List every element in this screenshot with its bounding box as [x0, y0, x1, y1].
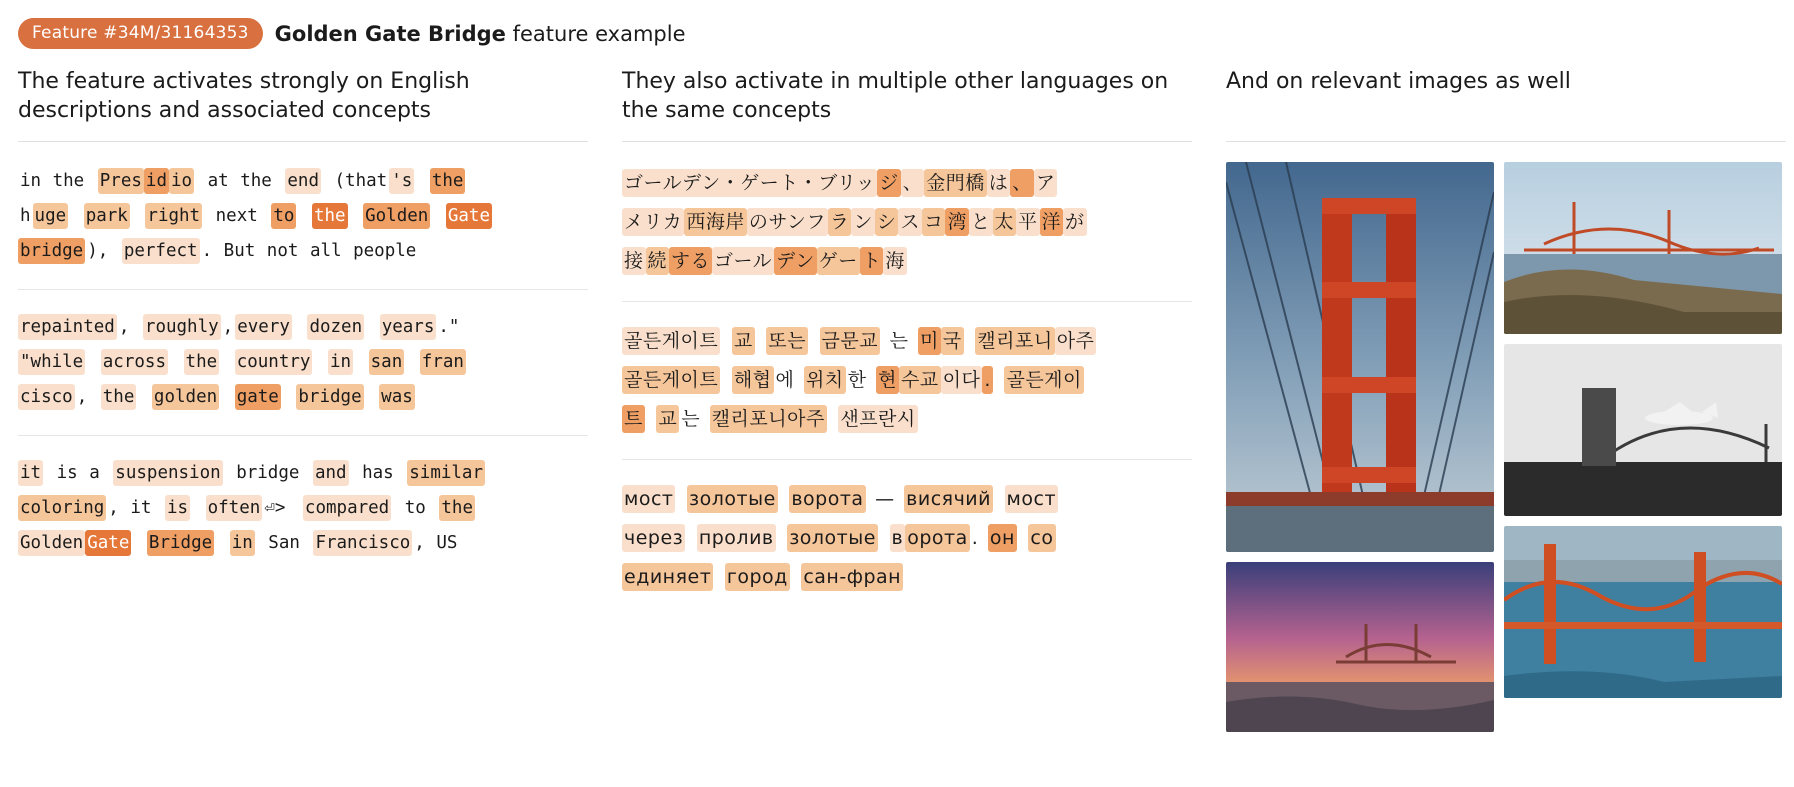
- token: через: [622, 524, 685, 552]
- image-bridge-tower-closeup: [1226, 162, 1494, 552]
- token: [131, 530, 147, 556]
- token: Golden: [363, 203, 430, 229]
- page-header: [18, 18, 1776, 49]
- token: .": [438, 317, 460, 337]
- token: 는: [681, 407, 708, 430]
- token: —: [867, 487, 903, 510]
- token: next: [204, 206, 270, 226]
- token: the: [430, 168, 466, 194]
- token: to: [271, 203, 296, 229]
- token: он: [988, 524, 1017, 552]
- token: 교: [656, 405, 679, 433]
- token: золотые: [687, 485, 778, 513]
- token: ス: [898, 208, 922, 236]
- token: 、: [901, 169, 925, 197]
- token: Bridge: [147, 530, 214, 556]
- token: [287, 495, 303, 521]
- token: San: [256, 533, 312, 553]
- token: 太: [993, 208, 1017, 236]
- token: [296, 203, 312, 229]
- token: [292, 314, 308, 340]
- token: [675, 485, 687, 513]
- token: 미: [918, 327, 941, 355]
- image-column-right: [1504, 162, 1782, 732]
- snippet-korean: [622, 320, 1192, 459]
- token: [364, 384, 380, 410]
- token: , US: [414, 533, 458, 553]
- column-english-divider: [18, 141, 588, 142]
- token: [720, 366, 732, 394]
- column-english: [18, 67, 588, 581]
- token: dozen: [307, 314, 364, 340]
- token: 또는: [766, 327, 808, 355]
- token: シ: [875, 208, 899, 236]
- token: [130, 203, 146, 229]
- token: right: [145, 203, 202, 229]
- token: мост: [1005, 485, 1058, 513]
- snippet-russian: [622, 478, 1192, 617]
- image-bridge-aerial-city: [1504, 526, 1782, 698]
- token: 続: [646, 247, 670, 275]
- snippet-japanese: [622, 162, 1192, 301]
- token: 골든게이트: [622, 327, 720, 355]
- token: the: [101, 384, 137, 410]
- token: орота: [905, 524, 970, 552]
- token: h: [20, 206, 31, 226]
- token: 해협: [732, 366, 774, 394]
- token: often: [206, 495, 263, 521]
- token: (that: [322, 171, 388, 191]
- token: が: [1063, 208, 1087, 236]
- token: uge: [33, 203, 69, 229]
- token: .: [971, 526, 986, 549]
- token: [85, 349, 101, 375]
- columns-container: [18, 67, 1776, 732]
- token: 수교: [899, 366, 941, 394]
- token: is: [165, 495, 190, 521]
- token: "while: [18, 349, 85, 375]
- token: .: [982, 366, 993, 394]
- token: 교: [732, 327, 755, 355]
- token: is a: [45, 463, 112, 483]
- token: ラ: [828, 208, 852, 236]
- token: 、: [1010, 169, 1034, 197]
- token: end: [285, 168, 321, 194]
- token: and: [313, 460, 349, 486]
- token: 接: [622, 247, 646, 275]
- token: в: [890, 524, 906, 552]
- token: in: [230, 530, 255, 556]
- token: висячий: [904, 485, 993, 513]
- token: コ: [922, 208, 946, 236]
- token: [778, 485, 790, 513]
- token: 는: [882, 329, 916, 352]
- token: ,: [222, 317, 234, 337]
- token: [685, 524, 697, 552]
- token: ворота: [789, 485, 865, 513]
- token: the: [439, 495, 475, 521]
- token: it: [18, 460, 43, 486]
- token: fran: [420, 349, 466, 375]
- token: [312, 349, 328, 375]
- token: [993, 366, 1005, 394]
- token: ン: [851, 208, 875, 236]
- page-title: [275, 22, 686, 46]
- token: [713, 563, 725, 591]
- snippet-repainted: [18, 308, 588, 435]
- token: country: [235, 349, 313, 375]
- token: [645, 405, 657, 433]
- token: [993, 485, 1005, 513]
- token: 금문교: [820, 327, 881, 355]
- token: ),: [87, 241, 120, 261]
- token: [430, 203, 446, 229]
- snippet-divider: [18, 435, 588, 436]
- column-images-divider: [1226, 141, 1786, 142]
- token: [281, 384, 297, 410]
- snippet-presidio: [18, 162, 588, 289]
- token: 샌프란시: [838, 405, 917, 433]
- token: 에: [775, 368, 802, 391]
- token: пролив: [697, 524, 776, 552]
- token: [353, 349, 369, 375]
- token: io: [169, 168, 194, 194]
- token: 아주: [1055, 327, 1097, 355]
- snippet-divider: [622, 459, 1192, 460]
- token: at the: [196, 171, 284, 191]
- token: 한: [847, 368, 875, 391]
- token: id: [144, 168, 169, 194]
- token: [878, 524, 890, 552]
- token: golden: [152, 384, 219, 410]
- token: 海: [883, 247, 907, 275]
- token: [219, 349, 235, 375]
- token: 국: [941, 327, 964, 355]
- token: was: [379, 384, 415, 410]
- token: 湾: [945, 208, 969, 236]
- token: ,: [118, 317, 141, 337]
- token: [755, 327, 767, 355]
- token: [1017, 524, 1029, 552]
- token: мост: [622, 485, 675, 513]
- token: compared: [303, 495, 391, 521]
- token: years: [380, 314, 437, 340]
- snippet-suspension: [18, 454, 588, 581]
- token: [964, 327, 976, 355]
- token: город: [725, 563, 790, 591]
- token: Golden: [18, 530, 85, 556]
- token: Gate: [446, 203, 492, 229]
- column-images-heading: And on relevant images as well: [1226, 69, 1571, 94]
- token: has: [350, 463, 406, 483]
- token: bridge: [224, 463, 311, 483]
- token: Pres: [98, 168, 144, 194]
- token: ゲー: [817, 247, 860, 275]
- token: repainted: [18, 314, 117, 340]
- token: ア: [1034, 169, 1058, 197]
- token: to: [393, 498, 438, 518]
- token: золотые: [787, 524, 878, 552]
- token: со: [1028, 524, 1055, 552]
- token: デン: [774, 247, 817, 275]
- column-english-heading: The feature activates strongly on English descriptions and associated concepts: [18, 69, 470, 124]
- token: 골든게이: [1004, 366, 1083, 394]
- token: 캘리포니: [975, 327, 1054, 355]
- column-multilingual-divider: [622, 141, 1192, 142]
- token: [808, 327, 820, 355]
- token: 캘리포니아주: [710, 405, 827, 433]
- token: сан-фран: [801, 563, 903, 591]
- token: [219, 384, 235, 410]
- token: in the: [20, 171, 96, 191]
- page-title-rest: feature example: [505, 21, 686, 46]
- token: ゴールデン・ゲート・ブリッ: [622, 169, 877, 197]
- token: する: [669, 247, 712, 275]
- token: san: [369, 349, 405, 375]
- token: , it: [108, 498, 163, 518]
- token: ジ: [877, 169, 901, 197]
- token: [790, 563, 802, 591]
- image-shuttle-over-bridge: [1504, 344, 1782, 516]
- token: [404, 349, 420, 375]
- token: 이다: [941, 366, 983, 394]
- token: bridge: [18, 238, 85, 264]
- column-multilingual: [622, 67, 1192, 616]
- token: similar: [407, 460, 485, 486]
- token: 西海岸: [684, 208, 747, 236]
- token: ゴール: [712, 247, 774, 275]
- token: 위치: [804, 366, 846, 394]
- token: 골든게이트: [622, 366, 720, 394]
- token: cisco: [18, 384, 75, 410]
- token: in: [328, 349, 353, 375]
- token: 平: [1016, 208, 1040, 236]
- token: [720, 327, 732, 355]
- token: [348, 203, 364, 229]
- page-title-bold: Golden Gate Bridge: [274, 21, 506, 46]
- token: [168, 349, 184, 375]
- image-bridge-sunset-beach: [1226, 562, 1494, 732]
- token: bridge: [296, 384, 363, 410]
- token: coloring: [18, 495, 106, 521]
- token: 's: [389, 168, 414, 194]
- image-grid: [1226, 162, 1786, 732]
- token: [214, 530, 230, 556]
- token: единяет: [622, 563, 713, 591]
- token: 트: [622, 405, 645, 433]
- token: 洋: [1040, 208, 1064, 236]
- column-multilingual-heading: They also activate in multiple other languages on the same concepts: [622, 69, 1169, 124]
- token: [364, 314, 380, 340]
- feature-id-badge: Feature #34M/31164353: [18, 18, 263, 49]
- token: は: [987, 169, 1011, 197]
- token: across: [101, 349, 168, 375]
- image-column-left: [1226, 162, 1494, 732]
- token: [414, 168, 430, 194]
- token: Francisco: [313, 530, 412, 556]
- token: roughly: [143, 314, 221, 340]
- token: ⏎>: [264, 498, 286, 518]
- token: 현: [876, 366, 899, 394]
- token: [827, 405, 839, 433]
- token: the: [312, 203, 348, 229]
- token: every: [235, 314, 292, 340]
- token: . But not all people: [201, 241, 417, 261]
- token: 金門橋: [924, 169, 987, 197]
- token: と: [969, 208, 993, 236]
- token: park: [84, 203, 130, 229]
- token: [190, 495, 206, 521]
- token: suspension: [113, 460, 222, 486]
- token: gate: [235, 384, 281, 410]
- token: [68, 203, 84, 229]
- token: ト: [860, 247, 884, 275]
- token: メリカ: [622, 208, 684, 236]
- image-bridge-from-headlands: [1504, 162, 1782, 334]
- column-images: [1226, 67, 1786, 732]
- token: the: [184, 349, 220, 375]
- token: [776, 524, 788, 552]
- token: Gate: [85, 530, 131, 556]
- token: ,: [76, 387, 99, 407]
- token: perfect: [122, 238, 200, 264]
- token: [136, 384, 152, 410]
- token: のサンフ: [747, 208, 828, 236]
- snippet-divider: [18, 289, 588, 290]
- snippet-divider: [622, 301, 1192, 302]
